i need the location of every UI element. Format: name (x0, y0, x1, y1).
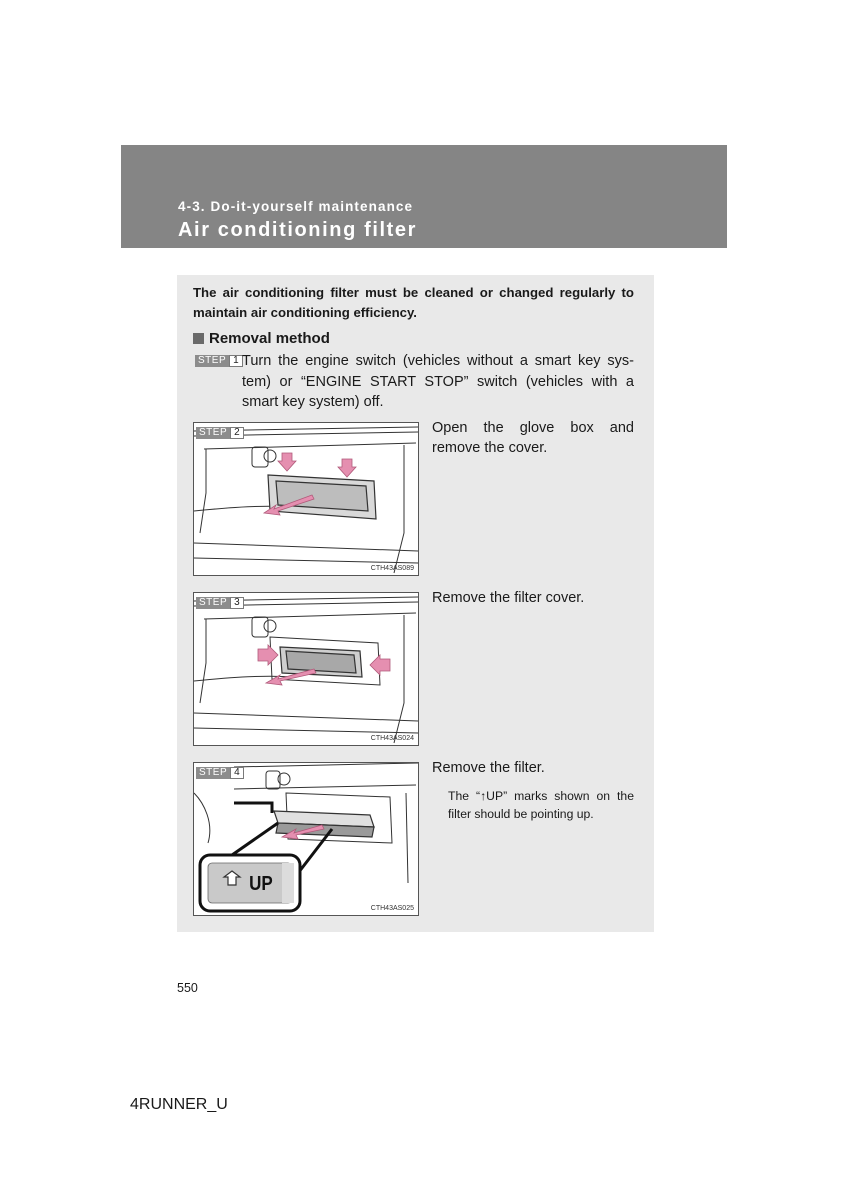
method-heading-text: Removal method (209, 330, 330, 347)
step-number: 1 (229, 355, 243, 367)
step-label: STEP (195, 355, 229, 367)
figure-step-4 (193, 762, 419, 916)
step-1-text: Turn the engine switch (vehicles without a smart key sys-tem) or “ENGINE START STOP” switch (vehicles with a smart key system) off. (242, 353, 634, 410)
step-label: STEP (196, 427, 230, 439)
step-label: STEP (196, 767, 230, 779)
filter-cover-illustration (194, 593, 419, 746)
step-badge-2 (196, 427, 244, 439)
step-number: 2 (230, 427, 244, 439)
step-3-text: Remove the filter cover. (432, 590, 585, 606)
intro-text: The air conditioning filter must be cleaned or changed regularly to maintain air conditioning efficiency. (193, 285, 634, 320)
figure-code: CTH43AS025 (370, 905, 414, 912)
figure-code: CTH43AS089 (370, 565, 414, 572)
step-4-note: The “↑UP” marks shown on the filter should be pointing up. (448, 789, 634, 821)
section-label: 4-3. Do-it-yourself maintenance (178, 199, 414, 214)
square-bullet-icon (193, 333, 204, 344)
page-title: Air conditioning filter (178, 219, 418, 241)
page-number: 550 (177, 981, 198, 995)
method-heading (193, 330, 330, 347)
step-label: STEP (196, 597, 230, 609)
step-number: 4 (230, 767, 244, 779)
footer-model: 4RUNNER_U (130, 1096, 228, 1113)
figure-step-2 (193, 422, 419, 576)
figure-step-3 (193, 592, 419, 746)
section-header (121, 145, 727, 248)
step-badge-1 (195, 355, 243, 367)
glove-box-illustration (194, 423, 419, 576)
step-badge-3 (196, 597, 244, 609)
filter-removal-illustration (194, 763, 419, 916)
step-2-text: Open the glove box and remove the cover. (432, 420, 634, 456)
step-badge-4 (196, 767, 244, 779)
step-number: 3 (230, 597, 244, 609)
up-label: UP (249, 873, 273, 895)
figure-code: CTH43AS024 (370, 735, 414, 742)
step-4-text: Remove the filter. (432, 760, 545, 776)
